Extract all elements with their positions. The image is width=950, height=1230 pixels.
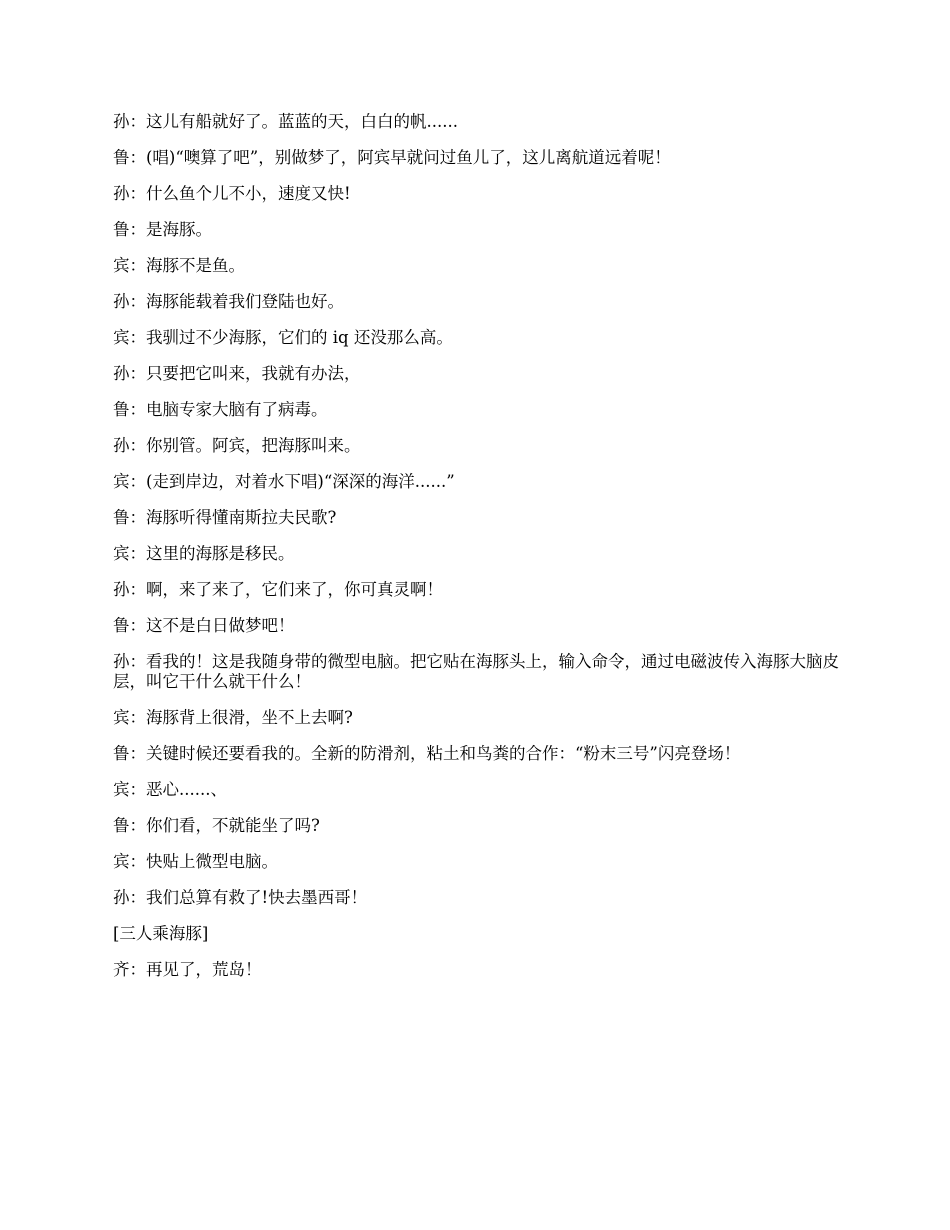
dialogue-line: 孙：海豚能载着我们登陆也好。: [113, 292, 344, 311]
dialogue-line: 鲁：关键时候还要看我的。全新的防滑剂，粘土和鸟粪的合作：“粉末三号”闪亮登场！: [113, 744, 741, 763]
dialogue-line: 宾：海豚背上很滑，坐不上去啊?: [113, 708, 353, 727]
dialogue-line: 宾：我驯过不少海豚，它们的 iq 还没那么高。: [113, 328, 453, 347]
dialogue-line: 孙：我们总算有救了!快去墨西哥！: [113, 888, 368, 907]
dialogue-line: 孙：看我的！这是我随身带的微型电脑。把它贴在海豚头上，输入命令，通过电磁波传入海豚大脑皮层，叫它干什么就干什么！: [113, 652, 839, 691]
dialogue-line: 鲁：你们看，不就能坐了吗?: [113, 816, 320, 835]
stage-direction: [三人乘海豚]: [113, 924, 209, 943]
dialogue-line: 鲁：是海豚。: [113, 220, 212, 239]
dialogue-line: 鲁：这不是白日做梦吧！: [113, 616, 295, 635]
dialogue-line: 鲁：海豚听得懂南斯拉夫民歌?: [113, 508, 337, 527]
dialogue-line: 孙：什么鱼个儿不小，速度又快!: [113, 184, 351, 203]
dialogue-line: 孙：你别管。阿宾，把海豚叫来。: [113, 436, 361, 455]
dialogue-line: 孙：这儿有船就好了。蓝蓝的天，白白的帆......: [113, 112, 458, 131]
dialogue-line: 孙：只要把它叫来，我就有办法，: [113, 364, 361, 383]
dialogue-line: 鲁：(唱)“噢算了吧”，别做梦了，阿宾早就问过鱼儿了，这儿离航道远着呢！: [113, 148, 671, 167]
dialogue-line: 孙：啊，来了来了，它们来了，你可真灵啊！: [113, 580, 443, 599]
dialogue-line: 宾：恶心......、: [113, 780, 227, 799]
script-dialogue: [113, 112, 840, 996]
dialogue-line: 齐：再见了，荒岛！: [113, 960, 262, 979]
dialogue-line: 宾：(走到岸边，对着水下唱)“深深的海洋......”: [113, 472, 455, 491]
dialogue-line: 宾：这里的海豚是移民。: [113, 544, 295, 563]
dialogue-line: 宾：快贴上微型电脑。: [113, 852, 278, 871]
dialogue-line: 宾：海豚不是鱼。: [113, 256, 245, 275]
dialogue-line: 鲁：电脑专家大脑有了病毒。: [113, 400, 328, 419]
